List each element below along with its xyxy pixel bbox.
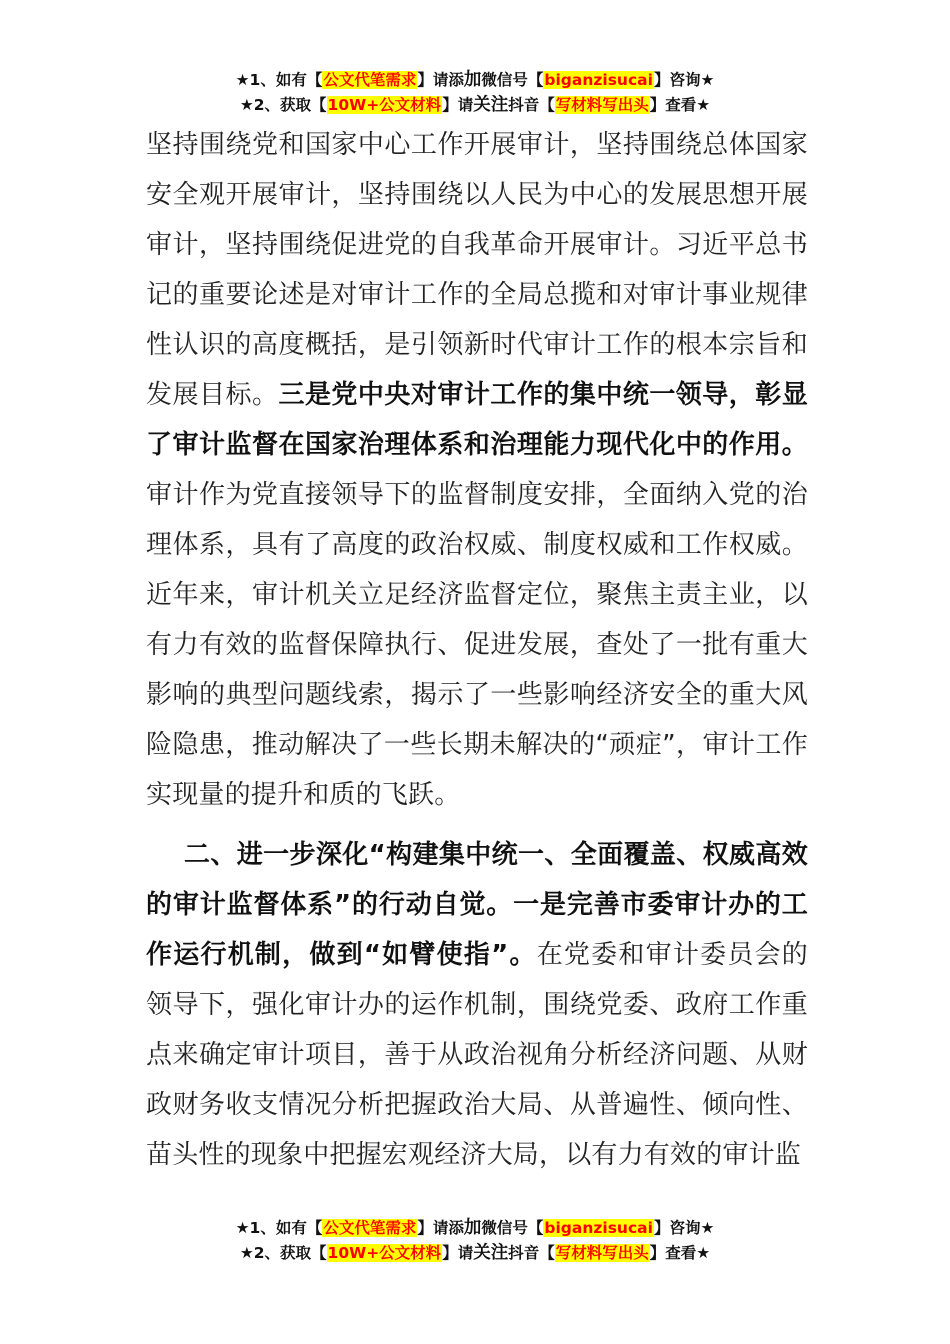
paragraph-1: 坚持围绕党和国家中心工作开展审计，坚持围绕总体国家安全观开展审计，坚持围绕以人民为中心的发展思想开展审计，坚持围绕促进党的自我革命开展审计。习近平总书记的重要论述是对审计工作的全局总揽和对审计事业规律性认识的高度概括，是引领新时代审计工作的根本宗旨和发展目标。三是党中央对审计工作的集中统一领导，彰显了审计监督在国家治理体系和治理能力现代化中的作用。审计作为党直接领导下的监督制度安排，全面纳入党的治理体系，具有了高度的政治权威、制度权威和工作权威。近年来，审计机关立足经济监督定位，聚焦主责主业，以有力有效的监督保障执行、促进发展，查处了一批有重大影响的典型问题线索，揭示了一些影响经济安全的重大风险隐患，推动解决了一些长期未解决的“顽症”，审计工作实现量的提升和质的飞跃。 bbox=[146, 130, 808, 810]
section-two-heading: 二、进一步深化“构建集中统一、全面覆盖、权威高效的审计监督体系”的行动自觉。一是完善市委审计办的工作运行机制，做到“如臂使指”。 bbox=[146, 840, 808, 970]
document-body bbox=[146, 120, 808, 1180]
highlight-materials: 10W+公文材料 bbox=[327, 1244, 442, 1262]
highlight-douyin-account: 写材料写出头 bbox=[555, 96, 649, 114]
highlight-materials: 10W+公文材料 bbox=[327, 96, 442, 114]
highlight-douyin-account: 写材料写出头 bbox=[555, 1244, 649, 1262]
highlight-wechat-id: biganzisucai bbox=[544, 1219, 653, 1237]
banner-line-2: ★2、获取【10W+公文材料】请关注抖音【写材料写出头】查看★ bbox=[239, 95, 711, 115]
header-banner bbox=[0, 68, 950, 118]
banner-line-1: ★1、如有【公文代笔需求】请添加微信号【biganzisucai】咨询★ bbox=[235, 70, 715, 90]
highlight-wechat-id: biganzisucai bbox=[544, 71, 653, 89]
bold-point-three: 三是党中央对审计工作的集中统一领导，彰显了审计监督在国家治理体系和治理能力现代化中的作用。 bbox=[146, 380, 808, 460]
paragraph-2: 二、进一步深化“构建集中统一、全面覆盖、权威高效的审计监督体系”的行动自觉。一是完善市委审计办的工作运行机制，做到“如臂使指”。在党委和审计委员会的领导下，强化审计办的运作机制，围绕党委、政府工作重点来确定审计项目，善于从政治视角分析经济问题、从财政财务收支情况分析把握政治大局、从普遍性、倾向性、苗头性的现象中把握宏观经济大局，以有力有效的审计监 bbox=[146, 840, 808, 1170]
footer-banner bbox=[0, 1216, 950, 1266]
banner-line-1: ★1、如有【公文代笔需求】请添加微信号【biganzisucai】咨询★ bbox=[235, 1218, 715, 1238]
highlight-service: 公文代笔需求 bbox=[323, 1219, 417, 1237]
banner-line-2: ★2、获取【10W+公文材料】请关注抖音【写材料写出头】查看★ bbox=[239, 1243, 711, 1263]
highlight-service: 公文代笔需求 bbox=[323, 71, 417, 89]
